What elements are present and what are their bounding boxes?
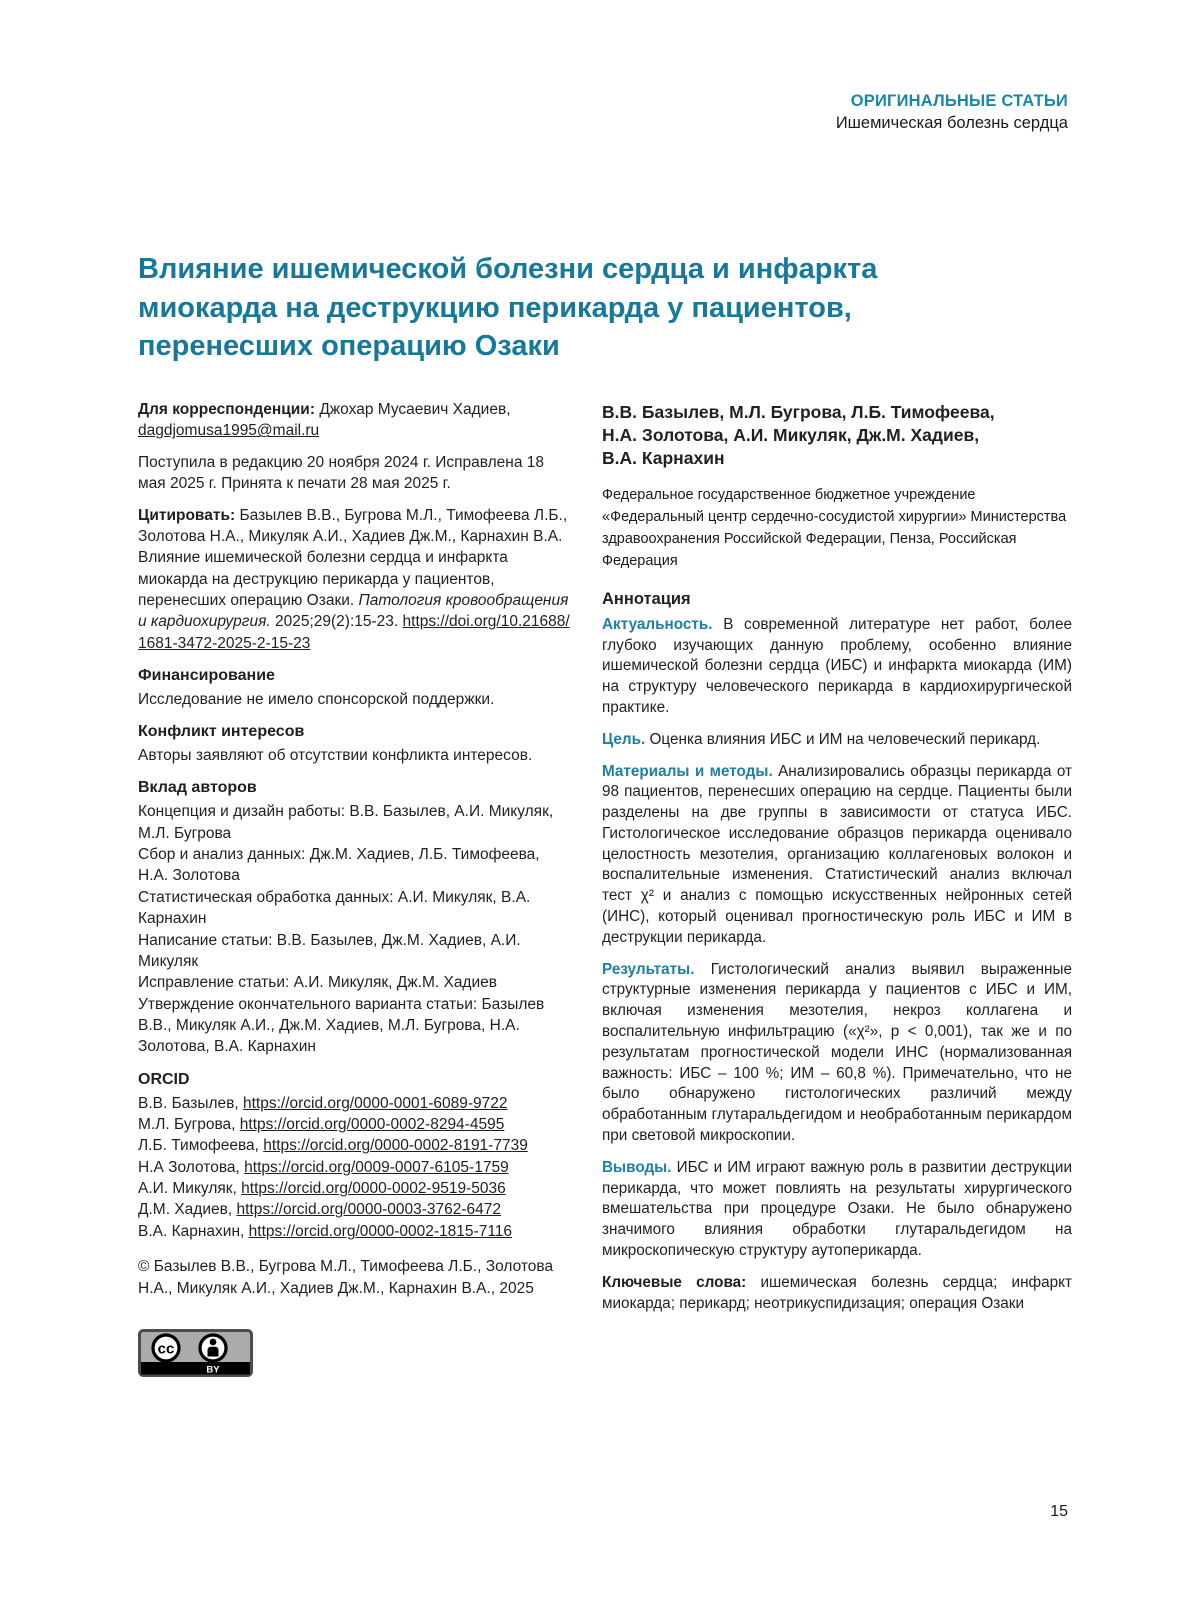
authors-list [602, 401, 1072, 470]
contribution-line: Концепция и дизайн работы: В.В. Базылев, А.И. Микуляк, М.Л. Бугрова [138, 803, 554, 842]
orcid-link[interactable]: https://orcid.org/0000-0002-8294-4595 [239, 1115, 505, 1133]
abstract-section-label: Цель. [602, 730, 646, 748]
page-number: 15 [1050, 1503, 1068, 1520]
authors-line: В.В. Базылев, М.Л. Бугрова, Л.Б. Тимофеева, [602, 402, 995, 422]
abstract-column [602, 399, 1072, 1377]
cite-label: Цитировать: [138, 506, 236, 524]
metadata-column [138, 399, 572, 1377]
orcid-author-name: Л.Б. Тимофеева, [138, 1137, 259, 1155]
orcid-entry [138, 1114, 572, 1135]
article-title [138, 250, 998, 366]
contribution-line: Написание статьи: В.В. Базылев, Дж.М. Хадиев, А.И. Микуляк [138, 931, 521, 970]
orcid-entry [138, 1093, 572, 1114]
affiliation: Федеральное государственное бюджетное учреждение «Федеральный центр сердечно-сосудистой хирургии» Министерства здравоохранения Российской Федерации, Пенза, Российская Федерация [602, 487, 1067, 569]
cc-by-license-badge[interactable] [138, 1329, 253, 1377]
copyright-line: © Базылев В.В., Бугрова М.Л., Тимофеева Л.Б., Золотова Н.А., Микуляк А.И., Хадиев Дж.М., Карнахин В.А., 2025 [138, 1258, 554, 1297]
orcid-entry [138, 1199, 572, 1220]
orcid-link[interactable]: https://orcid.org/0000-0002-9519-5036 [241, 1180, 506, 1198]
cite-text: Базылев В.В., Бугрова М.Л., Тимофеева Л.Б., Золотова Н.А., Микуляк А.И., Хадиев Дж.М., Карнахин В.А. Влияние ишемической болезни сердца и инфаркта миокарда на деструкцию перикарда у пациентов, перенесших операцию Озаки. [138, 506, 568, 609]
orcid-author-name: В.А. Карнахин, [138, 1222, 245, 1240]
cc-by-label: BY [206, 1364, 220, 1376]
orcid-link[interactable]: https://orcid.org/0000-0003-3762-6472 [236, 1201, 502, 1219]
abstract-section-text: Гистологический анализ выявил выраженные структурные изменения перикарда у пациентов с ИБС и ИМ, включая изменения мезотелия, некроз коллагена и воспалительную инфильтрацию («χ²», p < 0,001), так же и по результатам прогностической модели ИНС (нормализованная важность: ИБС – 100 %; ИМ – 60,8 %). Примечательно, что не было обнаружено гистологических различий между обработанным глутаральдегидом и необработанным перикардом при световой микроскопии. [602, 960, 1072, 1145]
abstract-section-text: В современной литературе нет работ, более глубоко изучающих данную проблему, особенно влияние ишемической болезни сердца (ИБС) и инфаркта миокарда (ИМ) на структуру человеческого перикарда в кардиохирургической практике. [602, 615, 1073, 716]
article-title-line: перенесших операцию Озаки [138, 330, 560, 363]
orcid-link[interactable]: https://orcid.org/0000-0002-8191-7739 [263, 1137, 528, 1155]
orcid-entry [138, 1221, 572, 1242]
abstract-section-label: Выводы. [602, 1158, 672, 1176]
correspondence-name: Джохар Мусаевич Хадиев, [319, 401, 511, 418]
contribution-line: Утверждение окончательного варианта статьи: Базылев В.В., Микуляк А.И., Дж.М. Хадиев, М.Л. Бугрова, Н.А. Золотова, В.А. Карнахин [138, 995, 545, 1056]
citation-block [138, 505, 572, 655]
cc-license-icon [153, 1335, 179, 1361]
abstract-section-text: ИБС и ИМ играют важную роль в развитии деструкции перикарда, что может повлиять на результаты хирургического вмешательства при процедуре Озаки. Не было обнаружено значимого влияния обработки глутаральдегидом на микроскопическую структуру аутоперикарда. [602, 1158, 1072, 1260]
journal-section-label: ОРИГИНАЛЬНЫЕ СТАТЬИ [850, 92, 1068, 110]
abstract-section-results [602, 960, 1072, 1147]
contributions-list [138, 801, 572, 1058]
abstract-heading: Аннотация [602, 590, 691, 609]
conflict-text: Авторы заявляют об отсутствии конфликта интересов. [138, 747, 533, 765]
cite-journal-name: Патология кровообращения и кардиохирургия. [138, 592, 569, 631]
orcid-link[interactable]: https://orcid.org/0000-0001-6089-9722 [242, 1094, 508, 1112]
abstract-section-background [602, 615, 1072, 719]
abstract-section-text: Оценка влияния ИБС и ИМ на человеческий перикард. [649, 730, 1041, 748]
contributions-heading: Вклад авторов [138, 779, 257, 797]
orcid-entry [138, 1178, 572, 1199]
orcid-author-name: В.В. Базылев, [138, 1094, 239, 1112]
orcid-entry [138, 1157, 572, 1178]
svg-text:cc: cc [157, 1340, 175, 1358]
two-column-layout [138, 399, 1072, 1377]
conflict-heading: Конфликт интересов [138, 723, 305, 741]
abstract-section-conclusions [602, 1158, 1072, 1262]
authors-line: В.А. Карнахин [602, 448, 725, 469]
correspondence-email-link[interactable]: dagdjomusa1995@mail.ru [138, 422, 320, 440]
authors-line: Н.А. Золотова, А.И. Микуляк, Дж.М. Хадиев, [602, 425, 980, 446]
abstract-section-label: Результаты. [602, 960, 695, 978]
orcid-link[interactable]: https://orcid.org/0000-0002-1815-7116 [248, 1222, 513, 1240]
abstract-section-aim [602, 730, 1072, 751]
keywords-block [602, 1273, 1072, 1315]
abstract-section-label: Материалы и методы. [602, 762, 773, 780]
journal-subsection-label: Ишемическая болезнь сердца [835, 114, 1068, 133]
cite-issue: 2025;29(2):15-23. [274, 613, 399, 631]
contribution-line: Исправление статьи: А.И. Микуляк, Дж.М. Хадиев [138, 974, 497, 992]
funding-heading: Финансирование [138, 667, 275, 685]
abstract-section-label: Актуальность. [602, 615, 713, 633]
orcid-author-name: А.И. Микуляк, [138, 1180, 237, 1198]
orcid-author-name: Д.М. Хадиев, [138, 1201, 233, 1219]
orcid-author-name: Н.А Золотова, [138, 1158, 240, 1176]
orcid-list [138, 1093, 572, 1243]
orcid-author-name: М.Л. Бугрова, [138, 1115, 236, 1133]
funding-text: Исследование не имело спонсорской поддержки. [138, 690, 495, 708]
abstract-section-methods [602, 762, 1072, 949]
correspondence-block [138, 399, 572, 442]
running-head [836, 90, 1068, 135]
correspondence-label: Для корреспонденции: [138, 401, 315, 418]
article-title-line: миокарда на деструкцию перикарда у пациентов, [138, 291, 852, 324]
contribution-line: Сбор и анализ данных: Дж.М. Хадиев, Л.Б. Тимофеева, Н.А. Золотова [138, 846, 540, 885]
contribution-line: Статистическая обработка данных: А.И. Микуляк, В.А. Карнахин [138, 888, 531, 928]
article-title-line: Влияние ишемической болезни сердца и инфаркта [138, 253, 878, 285]
keywords-text: ишемическая болезнь сердца; инфаркт миокарда; перикард; неотрикуспидизация; операция Озаки [602, 1273, 1072, 1312]
doi-link[interactable]: https://doi.org/10.21688/1681-3472-2025-2-15-23 [138, 613, 570, 652]
orcid-entry [138, 1135, 572, 1156]
cc-by-attribution-icon [200, 1335, 226, 1361]
keywords-label: Ключевые слова: [602, 1273, 747, 1291]
received-dates: Поступила в редакцию 20 ноября 2024 г. Исправлена 18 мая 2025 г. Принята к печати 28 мая 2025 г. [138, 453, 545, 493]
abstract-section-text: Анализировались образцы перикарда от 98 пациентов, перенесших операцию на сердце. Пациенты были разделены на две группы в зависимости от статуса ИБС. Гистологическое исследование образцов перикарда оценивало целостность мезотелия, организацию коллагеновых волокон и воспалительные изменения. Статистический анализ включал тест χ² и анализ с помощью искусственных нейронных сетей (ИНС), который оценивал прогностическую роль ИБС и ИМ в деструкции перикарда. [602, 762, 1073, 946]
orcid-link[interactable]: https://orcid.org/0009-0007-6105-1759 [244, 1158, 509, 1176]
orcid-heading: ORCID [138, 1070, 190, 1088]
